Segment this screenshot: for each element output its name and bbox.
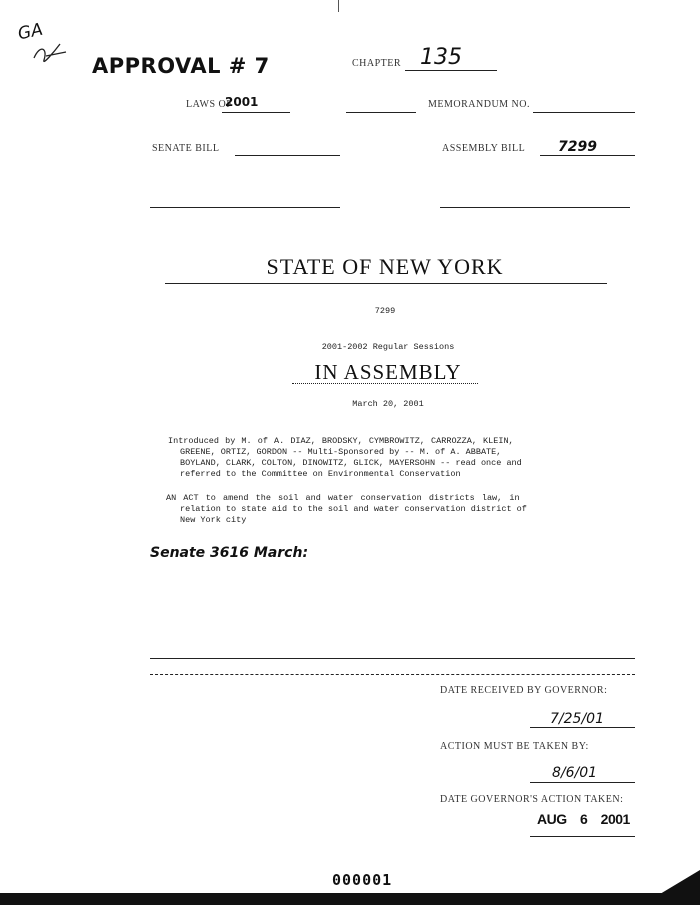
action-taken-line	[530, 836, 635, 837]
bottom-right-scan-corner	[660, 870, 700, 894]
date-received-value: 7/25/01	[550, 711, 604, 727]
action-by-line	[530, 782, 635, 783]
act-line-3: New York city	[180, 515, 247, 525]
assembly-bill-line	[540, 155, 635, 156]
laws-value: 2001	[225, 95, 259, 109]
blank-line-right	[440, 207, 630, 208]
introduced-line-1: Introduced by M. of A. DIAZ, BRODSKY, CYMBROWITZ, CARROZZA, KLEIN,	[168, 436, 514, 446]
memorandum-line	[533, 112, 635, 113]
divider-line-2	[150, 674, 635, 675]
act-line-2: relation to state aid to the soil and water conservation district of	[180, 504, 527, 514]
chapter-value: 135	[420, 45, 462, 70]
bill-number: 7299	[374, 306, 396, 316]
chapter-label: CHAPTER	[352, 58, 402, 69]
bottom-scan-edge	[0, 893, 700, 905]
laws-line	[222, 112, 290, 113]
approval-heading: APPROVAL # 7	[92, 54, 270, 78]
divider-line-1	[150, 658, 635, 659]
session-text: 2001-2002 Regular Sessions	[321, 342, 455, 352]
house-heading: IN ASSEMBLY	[314, 360, 462, 384]
top-tick-mark	[338, 0, 339, 12]
chapter-line	[405, 70, 497, 71]
laws-line-2	[346, 112, 416, 113]
action-taken-label: DATE GOVERNOR'S ACTION TAKEN:	[440, 794, 624, 805]
date-received-line	[530, 727, 635, 728]
laws-label: LAWS OF	[186, 99, 233, 110]
handwritten-senate-note: Senate 3616 March:	[150, 545, 309, 561]
state-underline	[165, 283, 607, 284]
blank-line-left	[150, 207, 340, 208]
memorandum-label: MEMORANDUM NO.	[428, 99, 531, 110]
action-taken-stamp: AUG 6 2001	[537, 811, 630, 827]
senate-bill-line	[235, 155, 340, 156]
assembly-bill-value: 7299	[558, 139, 597, 155]
state-heading: STATE OF NEW YORK	[266, 254, 504, 279]
introduced-line-3: BOYLAND, CLARK, COLTON, DINOWITZ, GLICK, MAYERSOHN -- read once and	[180, 458, 522, 468]
corner-handwritten-mark: GA	[16, 19, 45, 45]
date-text: March 20, 2001	[352, 399, 424, 409]
corner-initials-scribble	[30, 38, 70, 68]
page-number: 000001	[332, 871, 393, 889]
action-by-value: 8/6/01	[552, 765, 598, 781]
house-underline	[292, 383, 478, 384]
senate-bill-label: SENATE BILL	[152, 143, 220, 154]
assembly-bill-label: ASSEMBLY BILL	[442, 143, 526, 154]
action-by-label: ACTION MUST BE TAKEN BY:	[440, 741, 589, 752]
act-line-1: AN ACT to amend the soil and water conservation districts law, in	[166, 493, 520, 503]
date-received-label: DATE RECEIVED BY GOVERNOR:	[440, 685, 608, 696]
introduced-line-2: GREENE, ORTIZ, GORDON -- Multi-Sponsored by -- M. of A. ABBATE,	[180, 447, 502, 457]
introduced-line-4: referred to the Committee on Environmental Conservation	[180, 469, 461, 479]
